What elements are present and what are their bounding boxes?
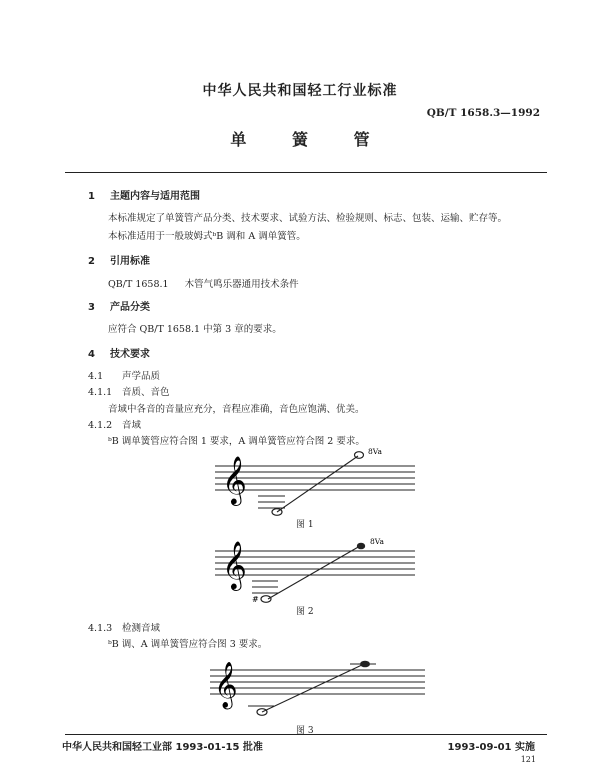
subsection-number: 4.1.1: [88, 387, 113, 398]
section-number: 3: [88, 302, 95, 313]
figure-2-staff: [200, 533, 420, 609]
section-4-1-1-para: 音域中各音的音量应充分，音程应准确，音色应饱满、优美。: [108, 404, 365, 415]
section-3-para-1: 应符合 QB/T 1658.1 中第 3 章的要求。: [108, 324, 282, 335]
section-1-para-1: 本标准规定了单簧管产品分类、技术要求、试验方法、检验规则、标志、包装、运输、贮存等。: [108, 213, 508, 224]
footer-rule: [65, 734, 547, 735]
subsection-title: 声学品质: [122, 371, 161, 382]
figure-1-caption: 图 1: [296, 520, 314, 530]
section-number: 1: [88, 191, 95, 202]
figure-1-staff: [200, 442, 420, 522]
subsection-number: 4.1.2: [88, 420, 113, 431]
section-3-heading: [88, 298, 150, 313]
page-number: 121: [520, 755, 536, 764]
figure-3-caption: 图 3: [296, 726, 314, 736]
section-4-1-2-para: ᵇB 调单簧管应符合图 1 要求，A 调单簧管应符合图 2 要求。: [108, 436, 365, 447]
section-title: 产品分类: [110, 302, 150, 313]
subsection-title: 音质、音色: [122, 387, 170, 398]
section-4-heading: [88, 345, 150, 360]
low-note: [261, 596, 271, 603]
treble-clef-icon: 𝄞: [222, 455, 247, 504]
org-title: 中华人民共和国轻工行业标准: [202, 83, 398, 99]
effective-date: 1993-09-01 实施: [447, 742, 535, 753]
subsection-title: 检测音域: [122, 623, 161, 634]
section-title: 技术要求: [110, 349, 150, 360]
section-4-1-3-para: ᵇB 调、A 调单簧管应符合图 3 要求。: [108, 639, 268, 650]
section-2-heading: [88, 252, 150, 267]
high-note: [355, 452, 364, 459]
high-note: [360, 661, 370, 668]
reference-title: 木管气鸣乐器通用技术条件: [184, 279, 299, 290]
section-1-para-2: 本标准适用于一般玻姆式ᵇB 调和 A 调单簧管。: [108, 231, 306, 242]
reference-entry: [108, 276, 299, 290]
treble-clef-icon: 𝄞: [214, 662, 238, 708]
section-4-1-3-heading: [88, 620, 160, 634]
section-4-1-2-heading: [88, 417, 141, 431]
subsection-number: 4.1: [88, 371, 104, 382]
subsection-number: 4.1.3: [88, 623, 113, 634]
section-number: 4: [88, 349, 95, 360]
section-title: 引用标准: [110, 256, 150, 267]
ledger-lines: [252, 581, 278, 593]
section-4-1-1-heading: [88, 384, 170, 398]
document-title: 单 簧 管: [230, 130, 390, 149]
sharp-icon: #: [252, 595, 259, 604]
section-title: 主题内容与适用范围: [110, 191, 200, 202]
approval-info: 中华人民共和国轻工业部 1993-01-15 批准: [62, 742, 263, 753]
standard-code: QB/T 1658.3—1992: [426, 107, 540, 119]
header-rule: [65, 172, 547, 173]
section-4-1-heading: [88, 368, 160, 382]
subsection-title: 音域: [122, 420, 142, 431]
ottava-mark: 8Va: [370, 537, 384, 546]
ottava-mark: 8Va: [368, 447, 382, 456]
range-line: [268, 546, 360, 599]
figure-2-caption: 图 2: [296, 607, 314, 617]
treble-clef-icon: 𝄞: [222, 540, 247, 589]
section-number: 2: [88, 256, 95, 267]
reference-code: QB/T 1658.1: [108, 279, 169, 290]
high-note: [357, 543, 365, 550]
ledger-lines: [258, 496, 285, 508]
figure-3-staff: [200, 650, 430, 722]
staff-lines: [210, 670, 425, 694]
section-1-heading: [88, 187, 200, 202]
